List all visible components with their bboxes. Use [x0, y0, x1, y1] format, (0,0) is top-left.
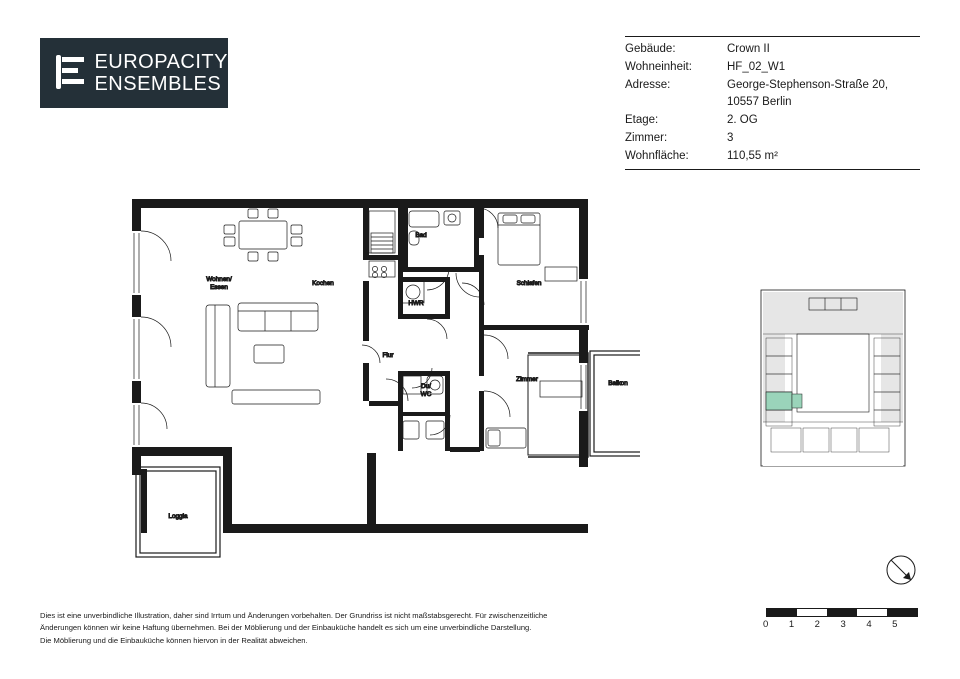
brand-logo-line1: EUROPACITY — [94, 50, 228, 73]
room-label-du: Du/ — [421, 383, 431, 390]
info-value: 10557 Berlin — [727, 96, 792, 109]
info-key: Etage: — [625, 114, 659, 127]
room-label-essen: Essen — [210, 284, 228, 291]
unit-info-block — [625, 36, 920, 170]
room-label-zimmer: Zimmer — [516, 376, 538, 383]
room-label-kochen: Kochen — [312, 280, 334, 287]
disclaimer-line-3: Die Möblierung und die Einbauküche können hiervon in der Realität abweichen. — [40, 635, 308, 645]
info-row-wohnflaeche — [625, 148, 920, 166]
scale-tick-5: 5 — [892, 619, 898, 630]
floorplan-drawing — [120, 185, 640, 575]
info-row-wohneinheit — [625, 59, 920, 77]
north-arrow-icon — [884, 553, 918, 587]
scale-tick-2: 2 — [814, 619, 820, 630]
scale-tick-3: 3 — [840, 619, 846, 630]
info-row-etage — [625, 112, 920, 130]
scale-tick-4: 4 — [866, 619, 872, 630]
info-key: Zimmer: — [625, 132, 668, 145]
europacity-e-mark-icon — [56, 54, 84, 92]
info-key: Gebäude: — [625, 43, 676, 55]
scale-bar-segments — [766, 608, 918, 617]
room-label-loggia: Loggia — [168, 513, 188, 520]
scale-tick-1: 1 — [788, 619, 795, 630]
brand-logo — [40, 38, 228, 108]
info-key — [625, 94, 727, 112]
brand-logo-line2: ENSEMBLES — [94, 73, 222, 95]
info-value: Crown II — [727, 43, 770, 55]
brand-logo-text — [94, 51, 228, 96]
key-plan — [757, 288, 909, 468]
info-key: Wohnfläche: — [625, 149, 689, 162]
info-key: Wohneinheit: — [625, 60, 692, 73]
room-label-flur: Flur — [382, 352, 394, 359]
info-value: 3 — [727, 132, 734, 145]
room-label-wohnen: Wohnen/ — [206, 276, 232, 283]
room-label-balkon: Balkon — [608, 380, 628, 387]
room-label-schlafen: Schlafen — [516, 280, 542, 287]
info-row-zimmer — [625, 130, 920, 148]
info-row-adresse-2 — [625, 94, 920, 112]
scale-bar — [763, 608, 918, 630]
info-value: 2. OG — [727, 114, 758, 127]
info-value: George-Stephenson-Straße 20, — [727, 78, 889, 91]
info-value: HF_02_W1 — [727, 60, 786, 73]
disclaimer-text — [40, 610, 640, 647]
disclaimer-line-2: Änderungen können wir keine Haftung übernehmen. Bei der Möblierung und der Einbauküche handelt es sich um eine unverbindliche Darstellung. — [40, 623, 532, 633]
room-label-hwr: HWR — [408, 300, 424, 307]
info-row-gebaeude — [625, 41, 920, 59]
room-label-wc: WC — [420, 391, 432, 398]
scale-tick-0: 0 — [763, 619, 769, 630]
info-key: Adresse: — [625, 78, 671, 91]
keyplan-highlighted-unit — [766, 392, 792, 410]
info-bottom-rule — [625, 169, 920, 170]
info-row-adresse — [625, 77, 920, 95]
info-value: 110,55 m² — [727, 149, 778, 162]
disclaimer-line-1: Dies ist eine unverbindliche Illustration, daher sind Irrtum und Änderungen vorbehalten. Der Grundriss ist nicht maßstabsgerecht. Für zwischenzeitliche — [40, 611, 548, 620]
scale-bar-ticks — [763, 619, 918, 630]
room-label-bad: Bad — [415, 232, 427, 239]
